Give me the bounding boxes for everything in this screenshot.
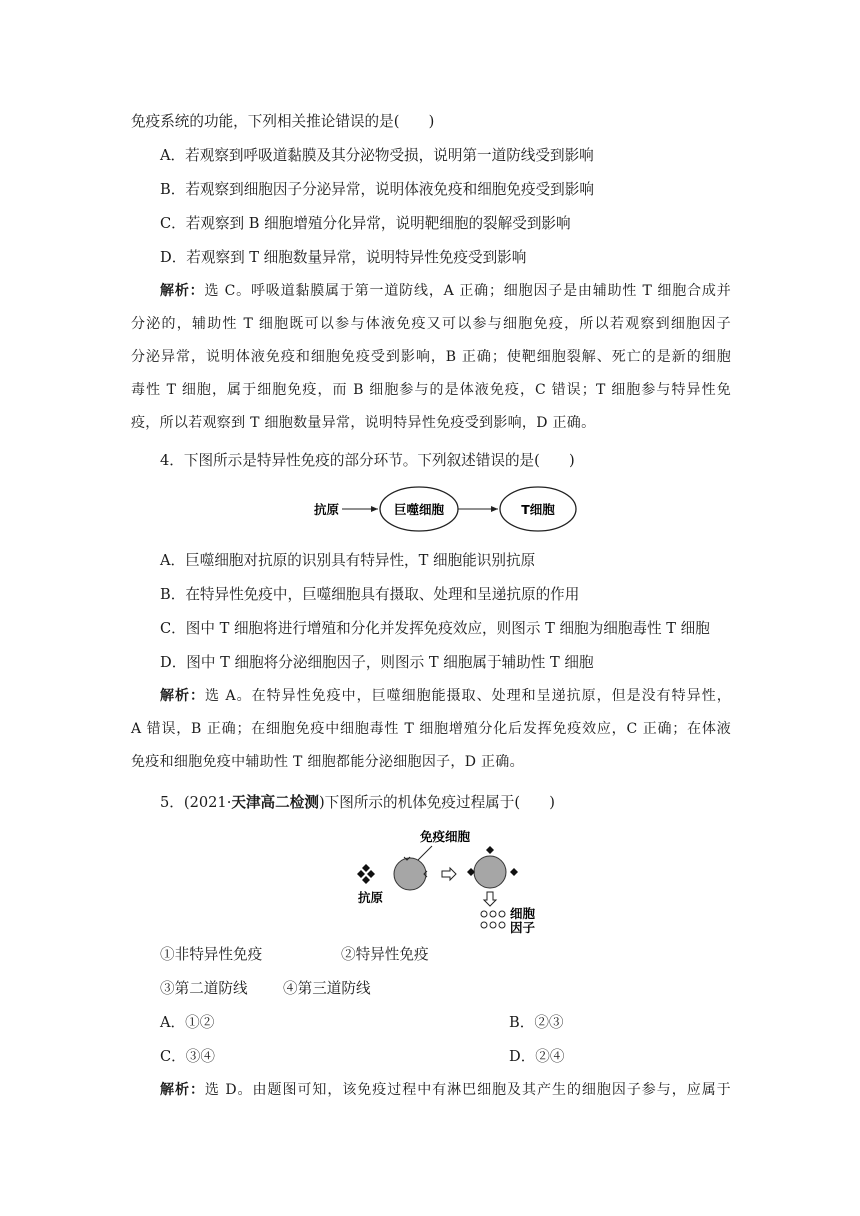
q5-diagram-antigen-label: 抗原	[358, 890, 384, 905]
q5-statement-4: ④第三道防线	[283, 980, 371, 997]
q5-diagram-cytokine-label-1: 细胞	[510, 906, 536, 921]
q4-option-d: D．图中 T 细胞将分泌细胞因子，则图示 T 细胞属于辅助性 T 细胞	[160, 654, 594, 671]
q5-statement-2: ②特异性免疫	[341, 946, 429, 963]
q4-diagram-antigen-label: 抗原	[314, 502, 340, 517]
q3-option-d: D．若观察到 T 细胞数量异常，说明特异性免疫受到影响	[160, 249, 527, 266]
q3-analysis-label: 解析：	[160, 283, 205, 299]
q3-analysis-line: 选 C。呼吸道黏膜属于第一道防线，A 正确；细胞因子是由辅助性 T 细胞合成并	[204, 283, 731, 299]
process-arrow-icon	[442, 868, 456, 880]
q3-stem-tail: 免疫系统的功能，下列相关推论错误的是( )	[131, 113, 435, 130]
q3-option-c: C．若观察到 B 细胞增殖分化异常，说明靶细胞的裂解受到影响	[160, 215, 571, 232]
q5-choice-b: B．②③	[509, 1014, 564, 1031]
q3-analysis-line: 分泌异常，说明体液免疫和细胞免疫受到影响，B 正确；使靶细胞裂解、死亡的是新的细胞	[131, 349, 731, 365]
q4-option-b: B．在特异性免疫中，巨噬细胞具有摄取、处理和呈递抗原的作用	[160, 586, 580, 603]
q5-diagram-cytokine-label-2: 因子	[510, 920, 536, 935]
q5-choice-d: D．②④	[509, 1048, 565, 1065]
q5-statement-3: ③第二道防线	[160, 980, 248, 997]
q5-diagram-immune-cell-label: 免疫细胞	[420, 829, 471, 844]
q4-diagram-macrophage-label: 巨噬细胞	[393, 502, 445, 517]
q4-analysis-line: 免疫和细胞免疫中辅助性 T 细胞都能分泌细胞因子，D 正确。	[131, 754, 524, 770]
q4-stem: 4．下图所示是特异性免疫的部分环节。下列叙述错误的是( )	[160, 452, 575, 469]
q5-choice-c: C．③④	[160, 1048, 215, 1065]
activated-cell-circle	[474, 856, 506, 888]
q4-option-c: C．图中 T 细胞将进行增殖和分化并发挥免疫效应，则图示 T 细胞为细胞毒性 T 细胞	[160, 620, 710, 637]
cytokine-dots-icon	[481, 911, 505, 928]
q5-stem-prefix: 5．(2021·	[160, 794, 232, 811]
q4-diagram-tcell-label: T细胞	[521, 502, 555, 517]
immune-cell-circle	[394, 858, 426, 890]
q5-stem-suffix: )下图所示的机体免疫过程属于( )	[318, 794, 555, 811]
q5-analysis-label: 解析：	[160, 1082, 205, 1098]
q5-analysis	[160, 1080, 731, 1100]
antigen-diamonds-icon	[357, 864, 375, 884]
q3-option-b: B．若观察到细胞因子分泌异常，说明体液免疫和细胞免疫受到影响	[160, 181, 594, 198]
q5-statement-1: ①非特异性免疫	[160, 946, 263, 963]
q4-option-a: A．巨噬细胞对抗原的识别具有特异性，T 细胞能识别抗原	[160, 552, 536, 569]
q3-analysis-line: 毒性 T 细胞，属于细胞免疫，而 B 细胞参与的是体液免疫，C 错误；T 细胞参与特异性免	[131, 382, 731, 398]
q5-diagram	[350, 824, 550, 936]
bound-antigen-icon	[510, 868, 518, 876]
secretion-arrow-icon	[484, 892, 496, 906]
q4-analysis-label: 解析：	[160, 688, 206, 704]
pointer-line	[416, 846, 432, 862]
q4-analysis-line: 选 A。在特异性免疫中，巨噬细胞能摄取、处理和呈递抗原，但是没有特异性，	[205, 688, 731, 704]
q3-analysis-line: 疫，所以若观察到 T 细胞数量异常，说明特异性免疫受到影响，D 正确。	[131, 415, 596, 431]
q5-stem	[160, 793, 555, 813]
q4-analysis-line: A 错误，B 正确；在细胞免疫中细胞毒性 T 细胞增殖分化后发挥免疫效应，C 正确；在体液	[131, 721, 731, 737]
q3-analysis-line: 分泌的，辅助性 T 细胞既可以参与体液免疫又可以参与细胞免疫，所以若观察到细胞因子	[131, 316, 731, 332]
q4-diagram	[300, 484, 580, 534]
q5-choice-a: A．①②	[160, 1014, 215, 1031]
bound-antigen-icon	[486, 846, 494, 854]
q5-analysis-line: 选 D。由题图可知，该免疫过程中有淋巴细胞及其产生的细胞因子参与，应属于	[204, 1082, 731, 1098]
q3-option-a: A．若观察到呼吸道黏膜及其分泌物受损，说明第一道防线受到影响	[160, 147, 594, 164]
q5-stem-source: 天津高二检测	[231, 794, 319, 811]
